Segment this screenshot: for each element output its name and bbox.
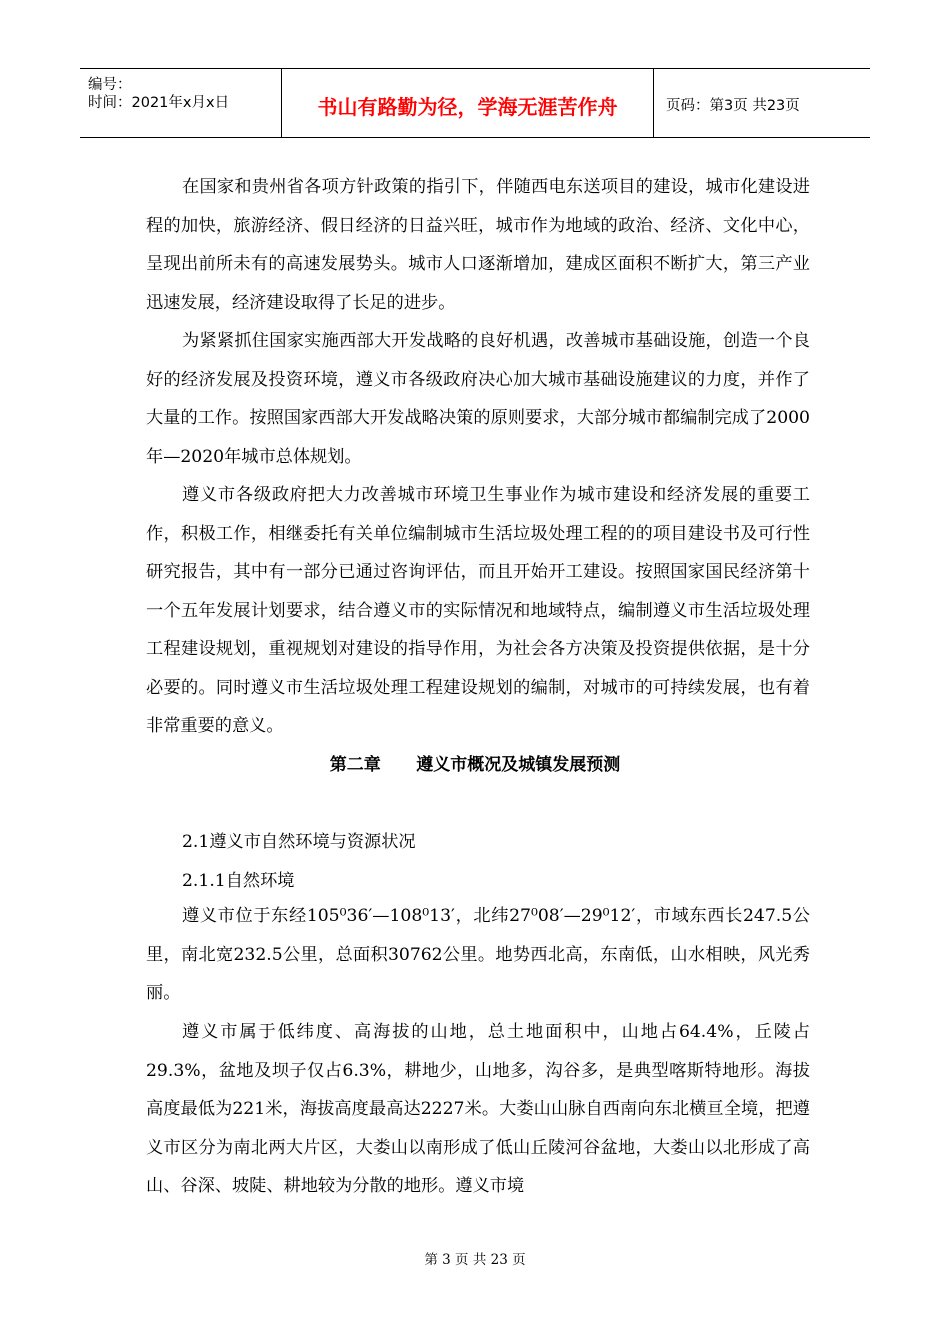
- header-page-number: 页码：第3页 共23页: [666, 98, 800, 114]
- section-heading-2-1: 2.1遵义市自然环境与资源状况: [182, 832, 416, 852]
- chapter-title: 第二章 遵义市概况及城镇发展预测: [329, 755, 621, 775]
- paragraph-3: 遵义市各级政府把大力改善城市环境卫生事业作为城市建设和经济发展的重要工作，积极工作，相继委托有关单位编制城市生活垃圾处理工程的的项目建设书及可行性研究报告，其中有一部分已通过咨询评估，而且开始开工建设。按照国家国民经济第十一个五年发展计划要求，结合遵义市的实际情况和地域特点，编制遵义市生活垃圾处理工程建设规划，重视规划对建设的指导作用，为社会各方决策及投资提供依据，是十分必要的。同时遵义市生活垃圾处理工程建设规划的编制，对城市的可持续发展，也有着非常重要的意义。: [146, 485, 810, 736]
- document-date-label: 时间：2021年x月x日: [88, 95, 230, 111]
- header-motto: 书山有路勤为径，学海无涯苦作舟: [317, 95, 618, 119]
- header-page-cell: [654, 69, 870, 137]
- page-footer: 第 3 页 共 23 页: [424, 1252, 526, 1268]
- paragraph-1: 在国家和贵州省各项方针政策的指引下，伴随西电东送项目的建设，城市化建设进程的加快，旅游经济、假日经济的日益兴旺，城市作为地域的政治、经济、文化中心，呈现出前所未有的高速发展势头。城市人口逐渐增加，建成区面积不断扩大，第三产业迅速发展，经济建设取得了长足的进步。: [146, 177, 810, 313]
- paragraph-5: 遵义市属于低纬度、高海拔的山地，总土地面积中，山地占64.4%，丘陵占29.3%，盆地及坝子仅占6.3%，耕地少，山地多，沟谷多，是典型喀斯特地形。海拔高度最低为221米，海拔高度最高达2227米。大娄山山脉自西南向东北横亘全境，把遵义市区分为南北两大片区，大娄山以南形成了低山丘陵河谷盆地，大娄山以北形成了高山、谷深、坡陡、耕地较为分散的地形。遵义市境: [146, 1022, 810, 1196]
- document-number-label: 编号：: [88, 77, 132, 93]
- header-table: [80, 68, 870, 138]
- header-motto-cell: [282, 69, 654, 137]
- section-heading-2-1-1: 2.1.1自然环境: [182, 871, 295, 891]
- header-info-cell: [80, 69, 282, 137]
- paragraph-4: 遵义市位于东经105⁰36′—108⁰13′，北纬27⁰08′—29⁰12′，市域东西长247.5公里，南北宽232.5公里，总面积30762公里。地势西北高，东南低，山水相映，风光秀丽。: [146, 906, 810, 1003]
- paragraph-2: 为紧紧抓住国家实施西部大开发战略的良好机遇，改善城市基础设施，创造一个良好的经济发展及投资环境，遵义市各级政府决心加大城市基础设施建议的力度，并作了大量的工作。按照国家西部大开发战略决策的原则要求，大部分城市都编制完成了2000年—2020年城市总体规划。: [146, 331, 810, 467]
